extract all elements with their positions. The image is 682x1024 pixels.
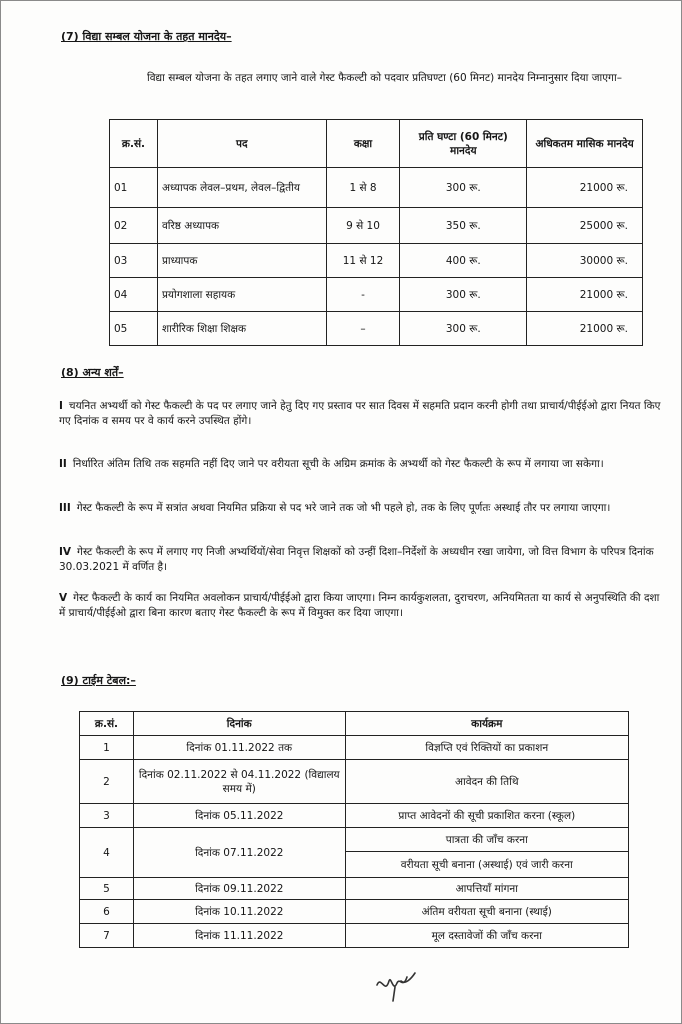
header-hourly: प्रति घण्टा (60 मिनट) मानदेय — [400, 120, 527, 168]
table-row — [80, 900, 629, 924]
table-row — [80, 736, 629, 760]
cell: 400 रू. — [400, 244, 527, 278]
cell: 350 रू. — [400, 208, 527, 244]
cell: 9 से 10 — [326, 208, 400, 244]
header-date: दिनांक — [133, 712, 345, 736]
header-program: कार्यक्रम — [345, 712, 628, 736]
section-9-title: (9) टाईम टेबल:– — [61, 674, 136, 687]
cell: 04 — [110, 278, 158, 312]
cell: 25000 रू. — [527, 208, 643, 244]
cell: 1 — [80, 736, 134, 760]
cell: प्राप्त आवेदनों की सूची प्रकाशित करना (स्कूल) — [345, 804, 628, 828]
cell: - — [326, 278, 400, 312]
cell: वरीयता सूची बनाना (अस्थाई) एवं जारी करना — [345, 852, 628, 878]
cell: दिनांक 01.11.2022 तक — [133, 736, 345, 760]
condition-item — [59, 545, 665, 575]
condition-number: I — [59, 400, 63, 412]
cell: 6 — [80, 900, 134, 924]
condition-number: III — [59, 502, 71, 514]
cell: वरिष्ठ अध्यापक — [157, 208, 326, 244]
cell: दिनांक 07.11.2022 — [133, 828, 345, 878]
cell: 3 — [80, 804, 134, 828]
cell: दिनांक 10.11.2022 — [133, 900, 345, 924]
signature-mark-icon — [373, 967, 419, 1003]
table-row — [80, 760, 629, 804]
table-row — [110, 168, 643, 208]
condition-number: II — [59, 458, 67, 470]
condition-item — [59, 457, 665, 472]
condition-text: गेस्ट फैकल्टी के रूप में सत्रांत अथवा नियमित प्रक्रिया से पद भरे जाने तक जो भी पहले हो, तक के लिए पूर्णतः अस्थाई तौर पर लगाया जाएगा। — [76, 502, 611, 514]
cell: दिनांक 05.11.2022 — [133, 804, 345, 828]
cell: 300 रू. — [400, 312, 527, 346]
cell: विज्ञप्ति एवं रिक्तियों का प्रकाशन — [345, 736, 628, 760]
cell: 01 — [110, 168, 158, 208]
section-8-heading — [61, 365, 124, 380]
cell: 300 रू. — [400, 168, 527, 208]
cell: प्रयोगशाला सहायक — [157, 278, 326, 312]
header-post: पद — [157, 120, 326, 168]
section-7-heading — [61, 29, 232, 44]
cell: 4 — [80, 828, 134, 878]
condition-number: IV — [59, 546, 72, 558]
honorarium-header-row — [110, 120, 643, 168]
cell: दिनांक 02.11.2022 से 04.11.2022 (विद्यालय समय में) — [133, 760, 345, 804]
condition-item — [59, 501, 665, 516]
cell: आवेदन की तिथि — [345, 760, 628, 804]
timetable-header-row — [80, 712, 629, 736]
condition-text: गेस्ट फैकल्टी के रूप में लगाए गए निजी अभ्यर्थियों/सेवा निवृत्त शिक्षकों को उन्हीं दिशा–निर्देशों के अध्यधीन रखा जायेगा, जो वित्त विभाग के परिपत्र दिनांक 30.03.2021 में वर्णित है। — [59, 546, 654, 573]
cell: 21000 रू. — [527, 168, 643, 208]
time-table — [79, 711, 629, 948]
condition-item — [59, 399, 665, 429]
cell: 2 — [80, 760, 134, 804]
cell: 11 से 12 — [326, 244, 400, 278]
header-monthly: अधिकतम मासिक मानदेय — [527, 120, 643, 168]
cell: – — [326, 312, 400, 346]
condition-text: चयनित अभ्यर्थी को गेस्ट फैकल्टी के पद पर लगाए जाने हेतु दिए गए प्रस्ताव पर सात दिवस में सहमति प्रदान करनी होगी तथा प्राचार्य/पीईईओ द्वारा नियत किए गए दिनांक व समय पर वे कार्य करने उपस्थित होंगे। — [59, 400, 661, 427]
cell: 5 — [80, 878, 134, 900]
cell: 300 रू. — [400, 278, 527, 312]
table-row — [80, 878, 629, 900]
cell: 21000 रू. — [527, 312, 643, 346]
cell: 7 — [80, 924, 134, 948]
section-7-intro: विद्या सम्बल योजना के तहत लगाए जाने वाले गेस्ट फैकल्टी को पदवार प्रतिघण्टा (60 मिनट) मानदेय निम्नानुसार दिया जाएगा– — [147, 72, 622, 84]
cell: शारीरिक शिक्षा शिक्षक — [157, 312, 326, 346]
section-9-heading — [61, 673, 136, 688]
table-row — [80, 804, 629, 828]
condition-text: गेस्ट फैकल्टी के कार्य का नियमित अवलोकन प्राचार्य/पीईईओ द्वारा किया जाएगा। निम्न कार्यकुशलता, दुराचरण, अनियमितता या कार्य से अनुपस्थिति की दशा में प्राचार्य/पीईईओ द्वारा बिना कारण बताए गेस्ट फैकल्टी के रूप में विमुक्त कर दिया जाएगा। — [59, 592, 660, 619]
cell: प्राध्यापक — [157, 244, 326, 278]
header-class: कक्षा — [326, 120, 400, 168]
table-row — [110, 208, 643, 244]
cell: आपत्तियाँ मांगना — [345, 878, 628, 900]
cell: अंतिम वरीयता सूची बनाना (स्थाई) — [345, 900, 628, 924]
table-row — [80, 924, 629, 948]
cell: दिनांक 09.11.2022 — [133, 878, 345, 900]
section-8-title: (8) अन्य शर्तें– — [61, 366, 124, 379]
condition-number: V — [59, 592, 68, 604]
cell: 1 से 8 — [326, 168, 400, 208]
cell: 03 — [110, 244, 158, 278]
table-row — [110, 278, 643, 312]
cell: अध्यापक लेवल–प्रथम, लेवल–द्वितीय — [157, 168, 326, 208]
table-row — [110, 244, 643, 278]
table-row — [80, 828, 629, 852]
cell: 02 — [110, 208, 158, 244]
honorarium-table — [109, 119, 643, 346]
cell: 21000 रू. — [527, 278, 643, 312]
section-7-title: (7) विद्या सम्बल योजना के तहत मानदेय– — [61, 30, 232, 43]
header-serial: क्र.सं. — [80, 712, 134, 736]
cell: मूल दस्तावेजों की जाँच करना — [345, 924, 628, 948]
cell: पात्रता की जाँच करना — [345, 828, 628, 852]
header-serial: क्र.सं. — [110, 120, 158, 168]
condition-text: निर्धारित अंतिम तिथि तक सहमति नहीं दिए जाने पर वरीयता सूची के अग्रिम क्रमांक के अभ्यर्थी को गेस्ट फैकल्टी के रूप में लगाया जा सकेगा। — [72, 458, 604, 470]
cell: 05 — [110, 312, 158, 346]
cell: दिनांक 11.11.2022 — [133, 924, 345, 948]
table-row — [110, 312, 643, 346]
condition-item — [59, 591, 665, 621]
cell: 30000 रू. — [527, 244, 643, 278]
